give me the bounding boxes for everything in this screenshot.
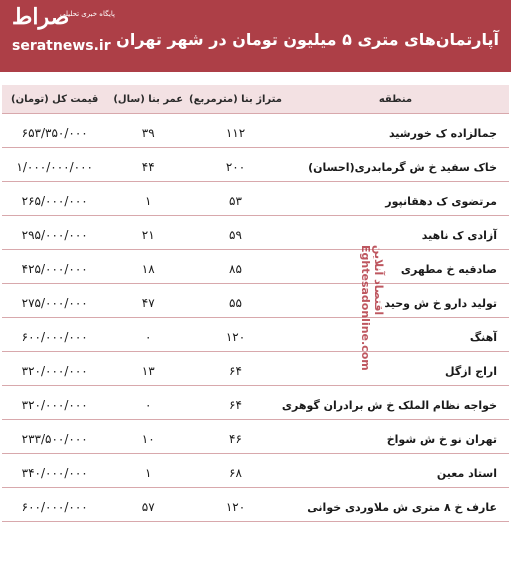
cell-area: تهران نو خ ش شواخ: [282, 425, 509, 454]
header-price: قیمت کل (تومان): [2, 85, 107, 114]
cell-area: خاک سفید خ ش گرمابدری(احسان): [282, 153, 509, 182]
cell-area: جمالزاده ک خورشید: [282, 119, 509, 148]
logo-mark: صراط: [12, 4, 70, 30]
price-table: [2, 80, 509, 527]
table-row: [2, 119, 509, 148]
table-row: [2, 323, 509, 352]
cell-price: ۲۶۵/۰۰۰/۰۰۰: [2, 187, 107, 216]
cell-size: ۶۴: [189, 357, 282, 386]
cell-age: ۴۴: [107, 153, 189, 182]
cell-age: ۴۷: [107, 289, 189, 318]
cell-age: ۱: [107, 459, 189, 488]
table-body: [2, 119, 509, 522]
cell-age: ۱: [107, 187, 189, 216]
cell-size: ۴۶: [189, 425, 282, 454]
table-row: [2, 187, 509, 216]
cell-age: ۲۱: [107, 221, 189, 250]
cell-price: ۲۷۵/۰۰۰/۰۰۰: [2, 289, 107, 318]
table-row: [2, 459, 509, 488]
cell-price: ۲۳۳/۵۰۰/۰۰۰: [2, 425, 107, 454]
header-age: عمر بنا (سال): [107, 85, 189, 114]
table-row: [2, 221, 509, 250]
cell-age: ۱۸: [107, 255, 189, 284]
cell-price: ۳۲۰/۰۰۰/۰۰۰: [2, 391, 107, 420]
cell-size: ۶۸: [189, 459, 282, 488]
cell-area: استاد معین: [282, 459, 509, 488]
cell-size: ۲۰۰: [189, 153, 282, 182]
logo-site: seratnews.ir: [12, 38, 111, 54]
table-row: [2, 357, 509, 386]
cell-area: آهنگ: [282, 323, 509, 352]
cell-size: ۸۵: [189, 255, 282, 284]
cell-price: ۳۲۰/۰۰۰/۰۰۰: [2, 357, 107, 386]
table-row: [2, 289, 509, 318]
cell-price: ۶۵۳/۳۵۰/۰۰۰: [2, 119, 107, 148]
cell-size: ۱۲۰: [189, 323, 282, 352]
cell-area: مرتضوی ک دهقانپور: [282, 187, 509, 216]
cell-price: ۳۴۰/۰۰۰/۰۰۰: [2, 459, 107, 488]
header-size: متراژ بنا (مترمربع): [189, 85, 282, 114]
cell-area: خواجه نظام الملک خ ش برادران گوهری: [282, 391, 509, 420]
cell-age: ۱۰: [107, 425, 189, 454]
cell-price: ۶۰۰/۰۰۰/۰۰۰: [2, 323, 107, 352]
cell-size: ۵۳: [189, 187, 282, 216]
cell-age: ۳۹: [107, 119, 189, 148]
table-row: [2, 255, 509, 284]
table-row: [2, 425, 509, 454]
cell-size: ۵۵: [189, 289, 282, 318]
cell-area: آزادی ک ناهید: [282, 221, 509, 250]
header-banner: [0, 0, 511, 72]
cell-size: ۱۱۲: [189, 119, 282, 148]
logo-tagline: پایگاه خبری تحلیلی: [60, 10, 115, 18]
cell-age: ۰: [107, 323, 189, 352]
watermark: اقتصاد آنلاین Eghtesadonline.com: [359, 245, 385, 371]
table-header-row: [2, 85, 509, 114]
cell-area: صادقیه خ مطهری: [282, 255, 509, 284]
cell-age: ۰: [107, 391, 189, 420]
table-row: [2, 493, 509, 522]
cell-area: تولید دارو خ ش وحید: [282, 289, 509, 318]
cell-price: ۶۰۰/۰۰۰/۰۰۰: [2, 493, 107, 522]
cell-size: ۱۲۰: [189, 493, 282, 522]
cell-age: ۱۳: [107, 357, 189, 386]
table-row: [2, 153, 509, 182]
cell-price: ۱/۰۰۰/۰۰۰/۰۰۰: [2, 153, 107, 182]
header-area: منطقه: [282, 85, 509, 114]
cell-price: ۴۲۵/۰۰۰/۰۰۰: [2, 255, 107, 284]
cell-area: عارف خ ۸ متری ش ملاوردی خوانی: [282, 493, 509, 522]
cell-area: اراج ازگل: [282, 357, 509, 386]
cell-age: ۵۷: [107, 493, 189, 522]
table-row: [2, 391, 509, 420]
cell-size: ۶۴: [189, 391, 282, 420]
cell-size: ۵۹: [189, 221, 282, 250]
page-title: آپارتمان‌های متری ۵ میلیون تومان در شهر تهران: [116, 30, 499, 49]
cell-price: ۲۹۵/۰۰۰/۰۰۰: [2, 221, 107, 250]
